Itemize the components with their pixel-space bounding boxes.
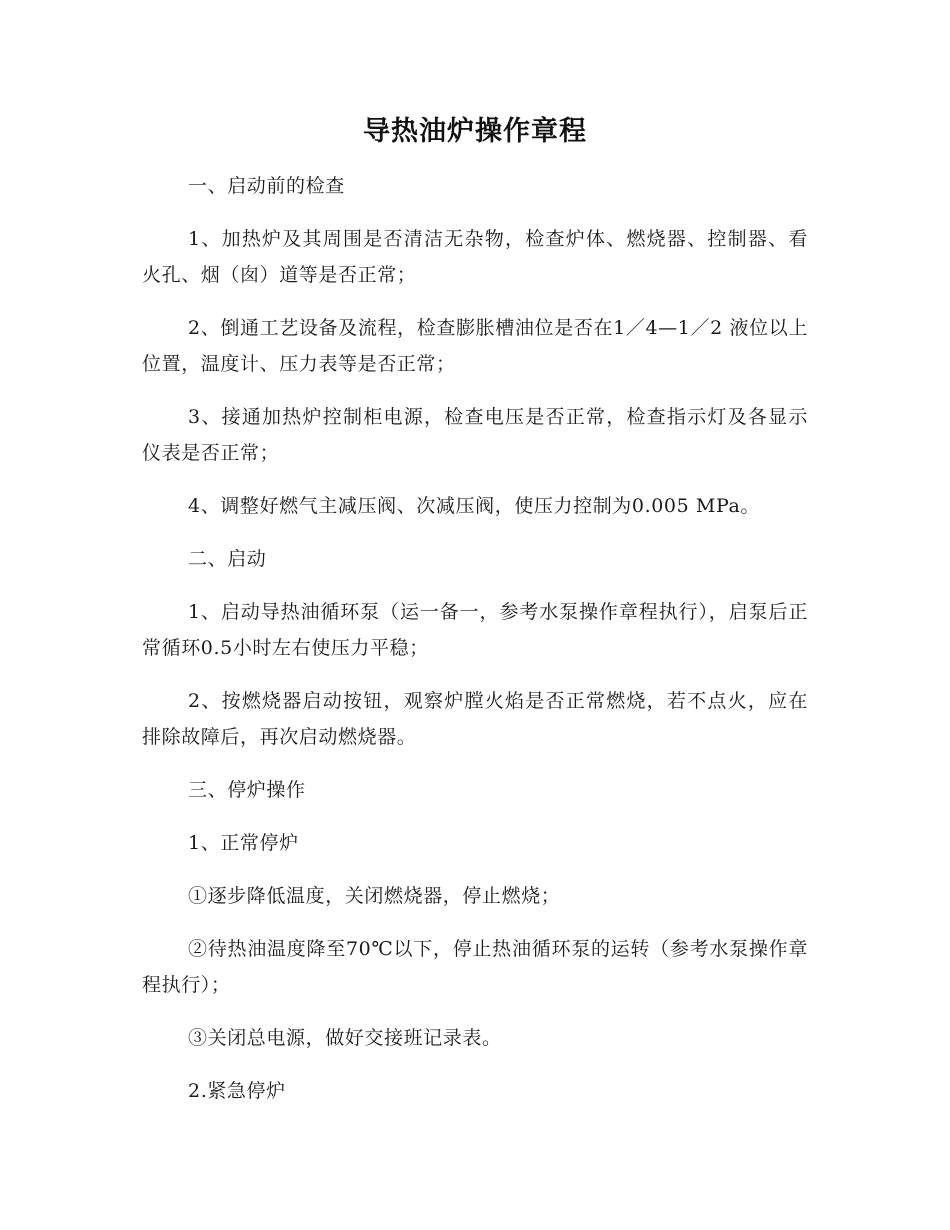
section-heading-start: 二、启动: [188, 548, 267, 570]
paragraph-shutdown-step-2: ②待热油温度降至70℃以下，停止热油循环泵的运转（参考水泵操作章程执行）；: [142, 938, 808, 996]
paragraph-start-1: 1、启动导热油循环泵（运一备一，参考水泵操作章程执行），启泵后正常循环0.5小时左右使压力平稳；: [142, 601, 808, 659]
document-title: 导热油炉操作章程: [363, 116, 587, 147]
subheading-emergency-shutdown: 2.紧急停炉: [188, 1080, 286, 1102]
paragraph-check-2: 2、倒通工艺设备及流程，检查膨胀槽油位是否在1／4—1／2 液位以上位置，温度计、压力表等是否正常；: [142, 317, 808, 375]
paragraph-check-1: 1、加热炉及其周围是否清洁无杂物，检查炉体、燃烧器、控制器、看火孔、烟（囱）道等是否正常；: [142, 228, 808, 286]
document-page: [142, 112, 808, 1126]
paragraph-check-3: 3、接通加热炉控制柜电源，检查电压是否正常，检查指示灯及各显示仪表是否正常；: [142, 406, 808, 464]
paragraph-shutdown-step-3: ③关闭总电源，做好交接班记录表。: [188, 1027, 502, 1049]
paragraph-check-4: 4、调整好燃气主减压阀、次减压阀，使压力控制为0.005 MPa。: [188, 495, 761, 517]
section-heading-shutdown: 三、停炉操作: [188, 779, 306, 801]
paragraph-shutdown-step-1: ①逐步降低温度，关闭燃烧器，停止燃烧；: [188, 885, 561, 907]
subheading-normal-shutdown: 1、正常停炉: [188, 832, 299, 854]
section-heading-pre-start-check: 一、启动前的检查: [188, 175, 345, 197]
paragraph-start-2: 2、按燃烧器启动按钮，观察炉膛火焰是否正常燃烧，若不点火，应在排除故障后，再次启动燃烧器。: [142, 690, 808, 748]
